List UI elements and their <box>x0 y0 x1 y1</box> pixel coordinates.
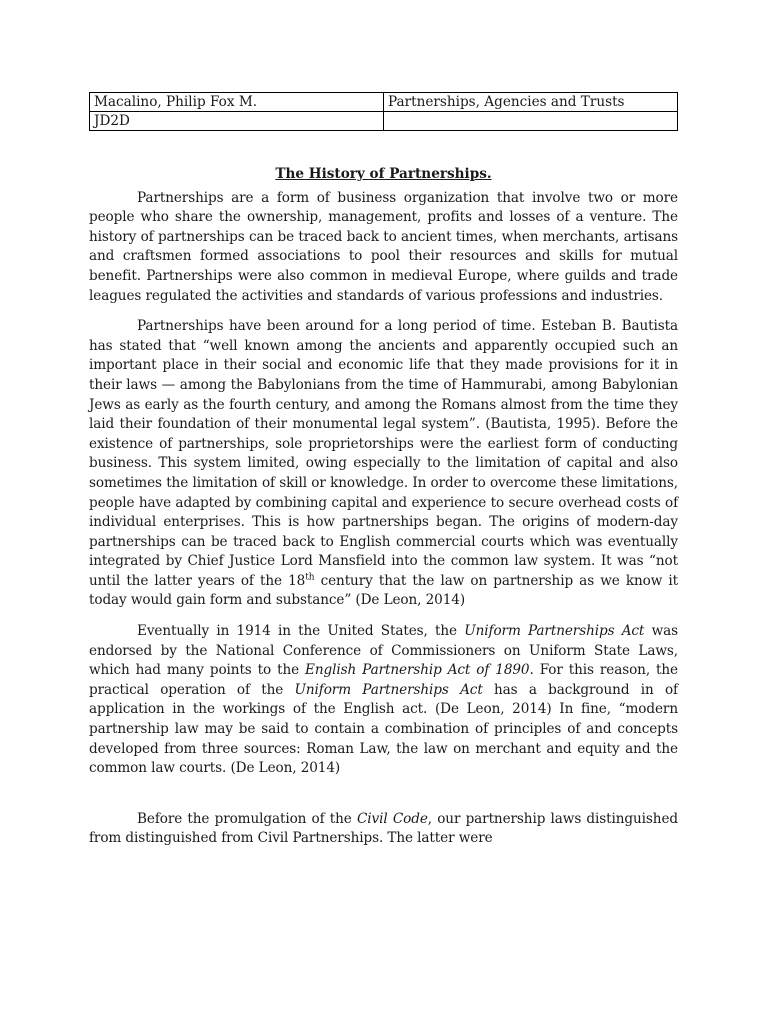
paragraph-2-text-a: Partnerships have been around for a long period of time. Esteban B. Bautista has stated that “well known among the ancients and apparently occupied such an important place in their social and economic life that they made provisions for it in their laws — among the Babylonians from the time of Hammurabi, among Babylonian Jews as early as the fourth century, and among the Romans almost from the time they laid their foundation of their monumental legal system”. (Bautista, 1995). Before the existence of partnerships, sole proprietorships were the earliest form of conducting business. This system limited, owing especially to the limitation of capital and also sometimes the limitation of skill or knowledge. In order to overcome these limitations, people have adapted by combining capital and experience to secure overhead costs of individual enterprises. This is how partnerships began. The origins of modern-day partnerships can be traced back to English commercial courts which was eventually integrated by Chief Justice Lord Mansfield into the common law system. It was “not until the latter years of the 18 <box>89 318 678 589</box>
uniform-partnerships-act-ref-2: Uniform Partnerships Act <box>294 681 483 698</box>
paragraph-3-text-d: has a background in of application in the workings of the English act. (De Leon, 2014) In fine, “modern partnership law may be said to contain a combination of principles of and concepts developed from three sources: Roman Law, the law on merchant and equity and the common law courts. (De Leon, 2014) <box>89 681 678 777</box>
uniform-partnerships-act-ref-1: Uniform Partnerships Act <box>464 623 645 640</box>
paragraph-2 <box>89 317 678 611</box>
ordinal-superscript: th <box>305 572 315 583</box>
paragraph-4-text-a: Before the promulgation of the <box>137 810 357 827</box>
section-cell: JD2D <box>90 112 384 131</box>
paragraph-1: Partnerships are a form of business organization that involve two or more people who share the ownership, management, profits and losses of a venture. The history of partnerships can be traced back to ancient times, when merchants, artisans and craftsmen formed associations to pool their resources and skills for mutual benefit. Partnerships were also common in medieval Europe, where guilds and trade leagues regulated the activities and standards of various professions and industries. <box>89 189 678 304</box>
english-partnership-act-ref: English Partnership Act of 1890 <box>305 662 530 679</box>
paragraph-3 <box>89 622 678 779</box>
student-name-cell: Macalino, Philip Fox M. <box>90 93 384 112</box>
paragraph-3-text-a: Eventually in 1914 in the United States, the <box>137 623 465 640</box>
document-body <box>89 189 678 849</box>
document-title: The History of Partnerships. <box>275 166 492 182</box>
paragraph-2-text-b: century that the law on partnership as we know it today would gain form and substance” (De Leon, 2014) <box>89 572 679 609</box>
course-title-cell: Partnerships, Agencies and Trusts <box>384 93 678 112</box>
paragraph-4 <box>89 810 678 849</box>
header-row-2 <box>90 112 678 131</box>
empty-cell <box>384 112 678 131</box>
header-info-table <box>89 92 678 131</box>
civil-code-ref: Civil Code <box>356 810 428 827</box>
header-row-1 <box>90 93 678 112</box>
paragraph-3-text-c: . For this reason, the practical operation of the <box>89 662 679 698</box>
document-page <box>89 92 678 860</box>
paragraph-4-text-b: , our partnership laws distinguished from distinguished from Civil Partnerships. The latter were <box>89 810 678 847</box>
paragraph-3-text-b: was endorsed by the National Conference of Commissioners on Uniform State Laws, which had many points to the <box>89 623 678 679</box>
